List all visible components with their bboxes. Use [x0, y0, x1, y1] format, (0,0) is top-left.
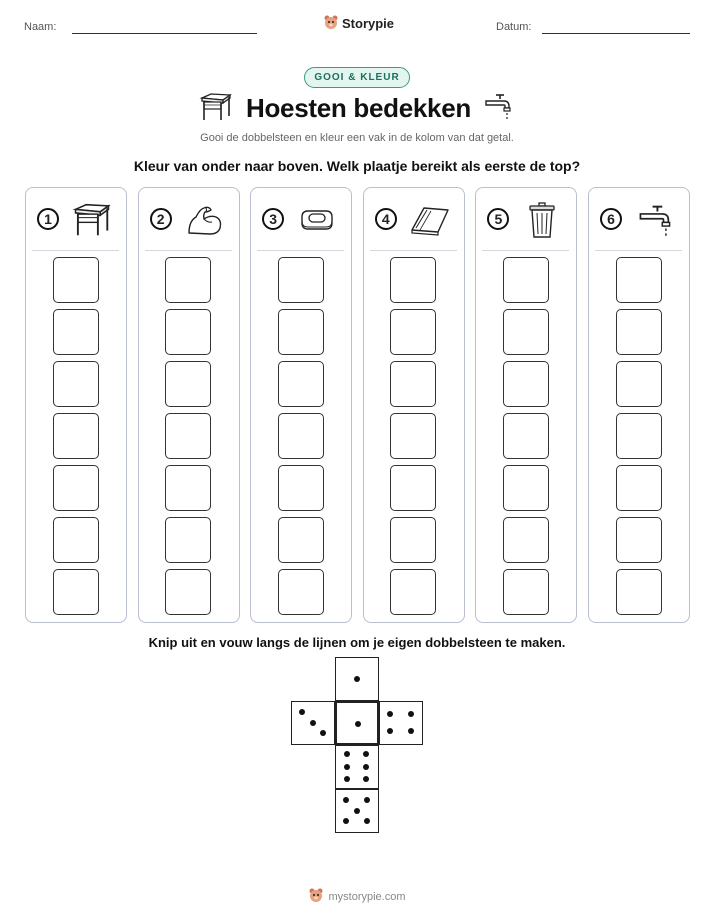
column-number: 3 — [262, 208, 284, 230]
column-divider — [482, 250, 569, 251]
color-cell[interactable] — [390, 361, 436, 407]
page-title: Hoesten bedekken — [246, 93, 471, 123]
die-face-lower — [335, 745, 379, 789]
color-cell[interactable] — [278, 517, 324, 563]
color-cell[interactable] — [503, 517, 549, 563]
die-pip — [363, 751, 369, 757]
die-pip — [343, 797, 349, 803]
color-cell[interactable] — [503, 309, 549, 355]
column-6 — [588, 187, 690, 623]
brand-logo — [323, 14, 394, 33]
die-face-right — [379, 701, 423, 745]
column-1 — [25, 187, 127, 623]
color-cell[interactable] — [390, 517, 436, 563]
die-pip — [299, 709, 305, 715]
color-cell[interactable] — [165, 569, 211, 615]
color-cell[interactable] — [165, 257, 211, 303]
soap-icon — [295, 200, 339, 240]
name-label: Naam: — [24, 21, 57, 33]
muscle-arm-icon — [183, 200, 227, 240]
color-cell[interactable] — [503, 257, 549, 303]
color-cell[interactable] — [278, 309, 324, 355]
die-pip — [387, 728, 393, 734]
die-pip — [344, 776, 350, 782]
name-line[interactable] — [72, 33, 257, 34]
color-cell[interactable] — [278, 257, 324, 303]
storypie-bear-icon — [323, 14, 339, 33]
date-line[interactable] — [542, 33, 690, 34]
badge-row — [0, 67, 714, 88]
die-pip — [364, 797, 370, 803]
column-number: 2 — [150, 208, 172, 230]
tissue-icon — [408, 200, 452, 240]
color-cell[interactable] — [390, 309, 436, 355]
die-pip — [354, 808, 360, 814]
footer — [0, 887, 714, 906]
color-cell[interactable] — [616, 413, 662, 459]
question-text: Kleur van onder naar boven. Welk plaatje bereikt als eerste de top? — [133, 158, 581, 174]
trash-can-icon — [520, 200, 564, 240]
color-cell[interactable] — [53, 517, 99, 563]
column-2 — [138, 187, 240, 623]
die-face-top — [335, 657, 379, 701]
color-cell[interactable] — [53, 465, 99, 511]
color-cell[interactable] — [616, 465, 662, 511]
color-cell[interactable] — [616, 361, 662, 407]
column-divider — [145, 250, 232, 251]
die-pip — [355, 721, 361, 727]
die-pip — [343, 818, 349, 824]
color-cell[interactable] — [390, 569, 436, 615]
die-pip — [363, 764, 369, 770]
color-cell[interactable] — [616, 569, 662, 615]
column-divider — [595, 250, 682, 251]
subtitle-row — [0, 128, 714, 146]
die-instruction-row — [0, 634, 714, 652]
column-4 — [363, 187, 465, 623]
die-pip — [344, 751, 350, 757]
faucet-icon — [633, 200, 677, 240]
question-row — [0, 158, 714, 176]
color-cell[interactable] — [165, 465, 211, 511]
color-cell[interactable] — [165, 361, 211, 407]
die-face-bottom — [335, 789, 379, 833]
color-cell[interactable] — [616, 517, 662, 563]
color-cell[interactable] — [503, 413, 549, 459]
die-pip — [364, 818, 370, 824]
die-pip — [387, 711, 393, 717]
color-cell[interactable] — [390, 413, 436, 459]
column-divider — [257, 250, 344, 251]
die-pip — [363, 776, 369, 782]
die-pip — [344, 764, 350, 770]
column-number: 4 — [375, 208, 397, 230]
color-cell[interactable] — [616, 309, 662, 355]
desk-icon — [70, 200, 114, 240]
color-cell[interactable] — [165, 309, 211, 355]
color-cell[interactable] — [503, 569, 549, 615]
die-pip — [310, 720, 316, 726]
color-cell[interactable] — [616, 257, 662, 303]
column-divider — [32, 250, 119, 251]
die-instruction-text: Knip uit en vouw langs de lijnen om je eigen dobbelsteen te maken. — [148, 635, 566, 650]
instructions-text: Gooi de dobbelsteen en kleur een vak in de kolom van dat getal. — [200, 132, 514, 144]
color-cell[interactable] — [503, 361, 549, 407]
faucet-icon — [484, 92, 512, 125]
color-cell[interactable] — [278, 413, 324, 459]
column-divider — [370, 250, 457, 251]
color-cell[interactable] — [278, 569, 324, 615]
column-number: 1 — [37, 208, 59, 230]
color-cell[interactable] — [390, 257, 436, 303]
color-cell[interactable] — [53, 361, 99, 407]
color-cell[interactable] — [390, 465, 436, 511]
color-cell[interactable] — [278, 361, 324, 407]
column-number: 6 — [600, 208, 622, 230]
die-pip — [354, 676, 360, 682]
die-face-left — [291, 701, 335, 745]
color-cell[interactable] — [53, 569, 99, 615]
die-pip — [408, 711, 414, 717]
color-cell[interactable] — [165, 413, 211, 459]
footer-url: mystorypie.com — [328, 890, 406, 903]
column-5 — [475, 187, 577, 623]
column-number: 5 — [487, 208, 509, 230]
color-cell[interactable] — [53, 309, 99, 355]
desk-icon — [199, 92, 233, 127]
die-pip — [320, 730, 326, 736]
brand-name: Storypie — [342, 16, 395, 31]
activity-badge: GOOI & KLEUR — [304, 67, 409, 88]
die-face-center — [335, 701, 379, 745]
color-cell[interactable] — [165, 517, 211, 563]
color-cell[interactable] — [53, 413, 99, 459]
die-pip — [408, 728, 414, 734]
color-cell[interactable] — [53, 257, 99, 303]
column-3 — [250, 187, 352, 623]
color-cell[interactable] — [278, 465, 324, 511]
color-cell[interactable] — [503, 465, 549, 511]
date-label: Datum: — [496, 21, 532, 33]
storypie-bear-icon — [308, 887, 324, 906]
